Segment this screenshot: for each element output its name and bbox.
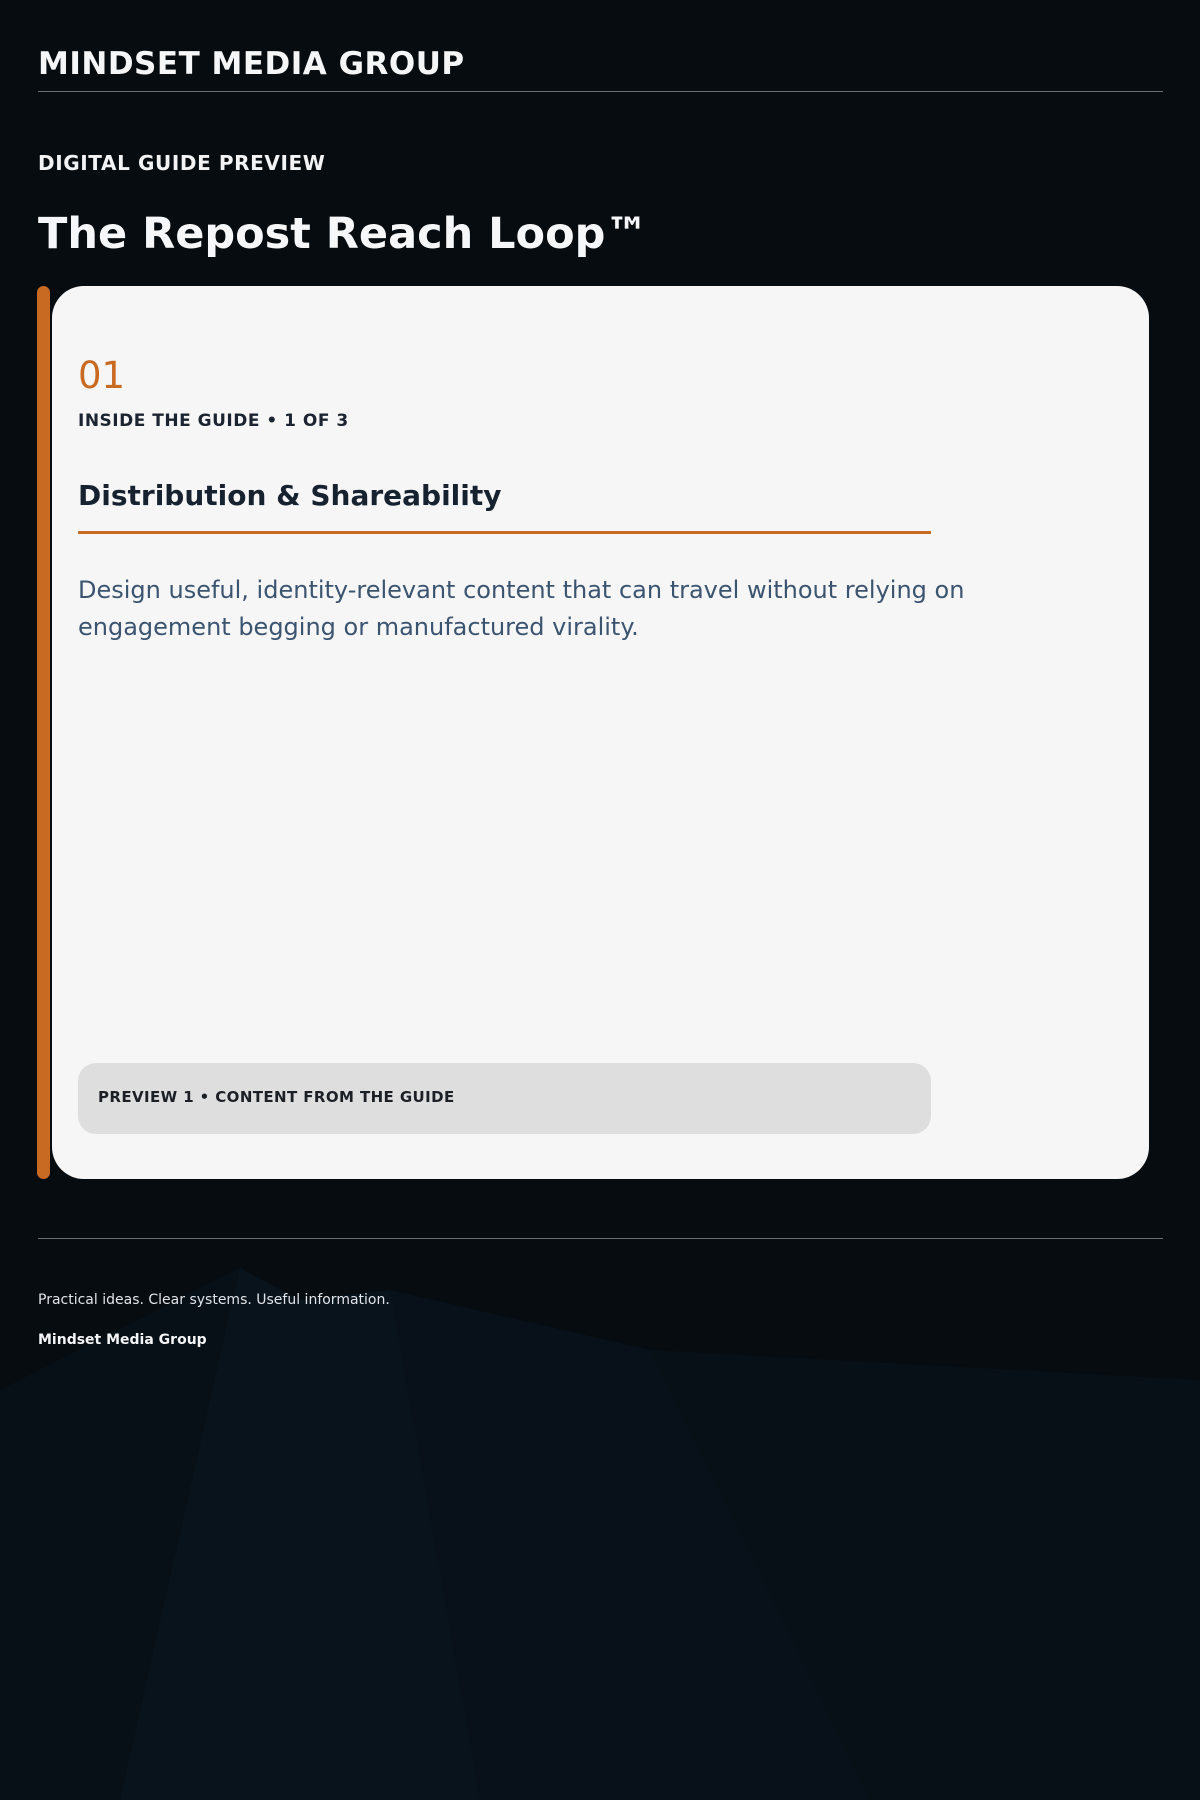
card-number: 01 [78, 354, 126, 397]
brand-name: MINDSET MEDIA GROUP [38, 46, 465, 82]
card-accent-bar [37, 286, 50, 1179]
footer-tagline: Practical ideas. Clear systems. Useful information. [38, 1292, 390, 1308]
section-kicker: DIGITAL GUIDE PREVIEW [38, 151, 326, 175]
preview-pill-label: PREVIEW 1 • CONTENT FROM THE GUIDE [98, 1088, 455, 1106]
page-title: The Repost Reach Loop™ [38, 209, 649, 259]
preview-pill [78, 1063, 931, 1134]
card-eyebrow: INSIDE THE GUIDE • 1 OF 3 [78, 411, 349, 431]
footer-brand: Mindset Media Group [38, 1332, 207, 1348]
card-heading-rule [78, 531, 931, 534]
guide-preview-card [52, 286, 1149, 1179]
footer-divider [38, 1238, 1163, 1239]
header-divider [38, 91, 1163, 92]
card-description: Design useful, identity-relevant content that can travel without relying on engagement begging or manufactured virality. [78, 576, 965, 641]
card-heading: Distribution & Shareability [78, 479, 502, 512]
